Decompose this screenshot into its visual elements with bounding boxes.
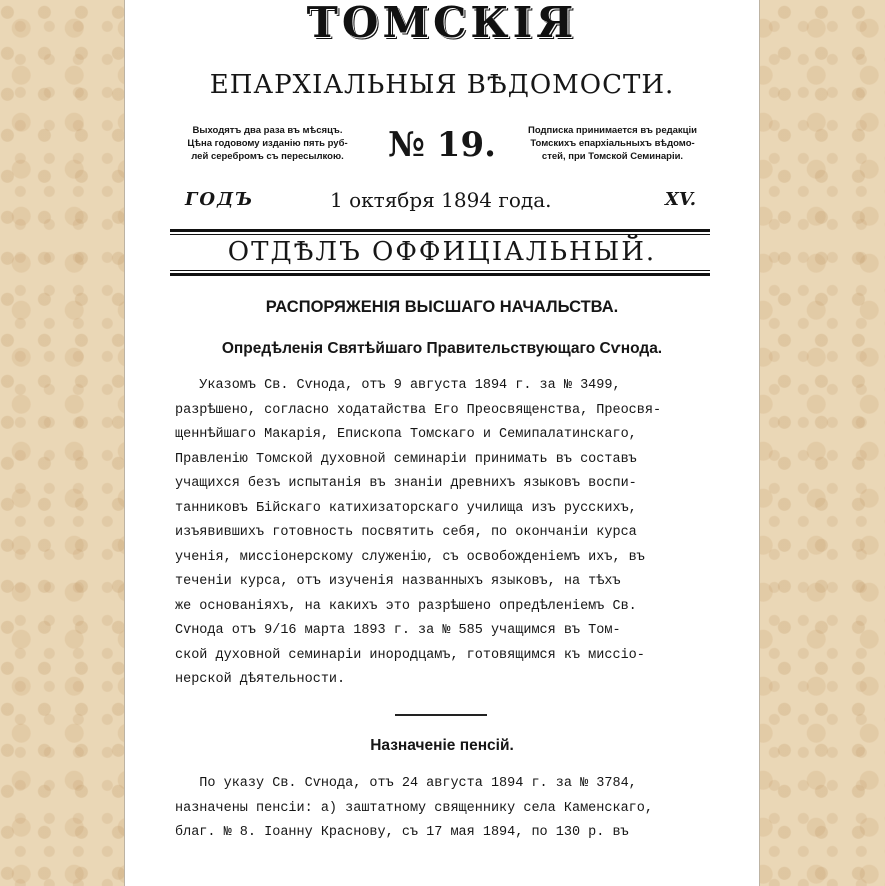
info-line: стей, при Томской Семинаріи.: [541, 151, 684, 162]
volume-number: XV.: [665, 189, 697, 210]
info-line: лей серебромъ съ пересылкою.: [191, 151, 344, 162]
text-line: теченіи курса, отъ изученія названныхъ языковъ, на тѣхъ: [175, 574, 621, 589]
text-line: ской духовной семинаріи инородцамъ, готовящимся къ миссіо-: [175, 647, 645, 663]
text-line: благ. № 8. Іоанну Краснову, съ 17 мая 1894, по 130 р. въ: [175, 825, 629, 840]
heading-synod-decisions: Опредѣленія Святѣйшаго Правительствующаго Сѵнода.: [221, 340, 663, 357]
text-line: Указомъ Св. Сѵнода, отъ 9 августа 1894 г. за № 3499,: [175, 378, 621, 393]
text-line: учащихся безъ испытанія въ знаніи древнихъ языковъ воспи-: [175, 476, 637, 491]
rule-thin-top: [170, 234, 710, 235]
heading-higher-authorities: РАСПОРЯЖЕНІЯ ВЫСШАГО НАЧАЛЬСТВА.: [265, 298, 619, 316]
text-line: изъявившихъ готовность посвятить себя, по окончаніи курса: [175, 525, 637, 540]
text-line: ученія, миссіонерскому служенію, съ освобожденіемъ ихъ, въ: [175, 549, 645, 565]
issue-number: № 19.: [388, 125, 496, 165]
masthead-title: ТОМСКІЯ: [306, 0, 578, 47]
year-label: ГОДЪ: [185, 189, 255, 210]
masthead-subtitle: ЕПАРХІАЛЬНЫЯ ВѢДОМОСТИ.: [209, 70, 675, 100]
paragraph-pensions: [175, 772, 715, 846]
info-line: Томскихъ епархіальныхъ вѣдомо-: [530, 138, 695, 149]
info-line: Цѣна годовому изданію пять руб-: [187, 138, 348, 149]
text-line: щеннѣйшаго Макарія, Епископа Томскаго и Семипалатинскаго,: [175, 427, 637, 442]
text-line: же основаніяхъ, на какихъ это разрѣшено опредѣленіемъ Св.: [175, 598, 637, 614]
heading-pensions: Назначеніе пенсій.: [370, 737, 514, 754]
info-line: Выходятъ два раза въ мѣсяцъ.: [192, 125, 343, 136]
section-title: ОТДѢЛЪ ОФФИЦІАЛЬНЫЙ.: [227, 237, 657, 267]
text-line: танниковъ Бійскаго катихизаторскаго училища изъ русскихъ,: [175, 500, 637, 516]
issue-date: 1 октября 1894 года.: [330, 188, 552, 212]
text-line: назначены пенсіи: а) заштатному священнику села Каменскаго,: [175, 800, 653, 816]
newspaper-page: [124, 0, 760, 886]
rule-thick-top: [170, 229, 710, 232]
publication-info-left: [165, 124, 370, 163]
publication-info-right: [510, 124, 715, 163]
rule-thin-bottom: [170, 270, 710, 271]
text-line: разрѣшено, согласно ходатайства Его Преосвященства, Преосвя-: [175, 402, 662, 418]
text-line: Сѵнода отъ 9/16 марта 1893 г. за № 585 учащимся въ Том-: [175, 623, 621, 638]
text-line: По указу Св. Сѵнода, отъ 24 августа 1894 г. за № 3784,: [175, 776, 637, 791]
rule-thick-bottom: [170, 273, 710, 276]
section-separator: [395, 714, 487, 716]
text-line: Правленію Томской духовной семинаріи принимать въ составъ: [175, 451, 637, 467]
text-line: нерской дѣятельности.: [175, 672, 346, 687]
info-line: Подписка принимается въ редакціи: [527, 125, 697, 136]
paragraph-decree: [175, 374, 715, 693]
